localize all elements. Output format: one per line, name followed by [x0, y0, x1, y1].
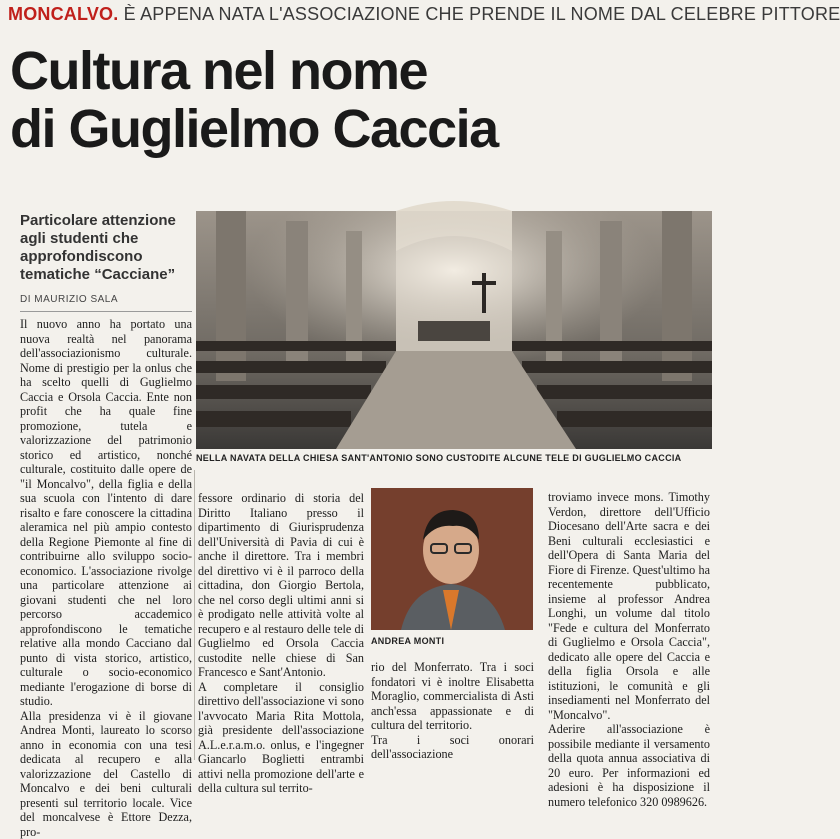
- headline: [10, 42, 710, 158]
- kicker-place: MONCALVO.: [8, 4, 119, 24]
- article-column-2: fessore ordinario di storia del Diritto Italiano presso il dipartimento di Giurisprudenza dell'Università di Pavia di cui è anche il direttore. Tra i membri del direttivo vi è il parroco della cittadina, don Giorgio Bertola, che nel corso degli ultimi anni si è prodigato nelle attività volte al recupero e al restauro delle tele di Guglielmo ed Orsola Caccia custodite nelle chiese di San Francesco e Sant'Antonio. A completare il consiglio direttivo dell'associazione vi sono l'avvocato Maria Rita Mottola, già presidente dell'associazione A.L.e.r.a.m.o. onlus, e l'ingegner Giancarlo Boglietti entrambi attivi nella promozione dell'arte e della cultura sul territo-: [198, 491, 364, 795]
- kicker-text: È APPENA NATA L'ASSOCIAZIONE CHE PRENDE IL NOME DAL CELEBRE PITTORE: [123, 4, 840, 24]
- headline-line-2: di Guglielmo Caccia: [10, 99, 498, 159]
- church-interior-illustration: [196, 211, 712, 449]
- portrait-caption: ANDREA MONTI: [371, 636, 445, 646]
- byline: DI MAURIZIO SALA: [20, 294, 192, 312]
- church-photo: [196, 211, 712, 449]
- column-divider: [194, 470, 195, 760]
- portrait-illustration: [371, 488, 533, 630]
- article-column-3: rio del Monferrato. Tra i soci fondatori vi è inoltre Elisabetta Moraglio, commercialista di Asti anch'essa appassionate e di cultura del territorio. Tra i soci onorari dell'associazione: [371, 660, 534, 761]
- photo-caption: NELLA NAVATA DELLA CHIESA SANT'ANTONIO SONO CUSTODITE ALCUNE TELE DI GUGLIELMO CACCIA: [196, 453, 682, 463]
- kicker: [8, 4, 840, 25]
- article-column-1: Il nuovo anno ha portato una nuova realtà nel panorama dell'associazionismo culturale. Nome di prestigio per la onlus che ha scelto quelli di Guglielmo Caccia e Orsola Caccia. Ente non profit che ha quale fine promozione, tutela e valorizzazione del patrimonio storico ed artistico, nonché culturale, costituito dalle opere de "il Moncalvo", della figlia e della sua scuola con l'intento di dare risalto e fare conoscere la cittadina aleramica nel più ampio contesto della Regione Piemonte al fine di contribuirne allo sviluppo socio-economico. L'associazione rivolge una particolare attenzione ai giovani studenti che nel loro percorso accademico approfondiscono le tematiche relative alla mondo Cacciano dal punto di vista storico, artistico, culturale o socio-economico mediante l'erogazione di borse di studio. Alla presidenza vi è il giovane Andrea Monti, laureato lo scorso anno in economia con una tesi dedicata al recupero e alla valorizzazione del Castello di Moncalvo e dei beni culturali presenti sul territorio locale. Vice del moncalvese è Ettore Dezza, pro-: [20, 317, 192, 839]
- subhead: Particolare attenzione agli studenti che approfondiscono tematiche “Cacciane”: [20, 212, 176, 283]
- article-column-4: troviamo invece mons. Timothy Verdon, direttore dell'Ufficio Diocesano dell'Arte sacra e dei Beni culturali ecclesiastici e dell'Opera di Santa Maria del Fiore di Firenze. Quest'ultimo ha recentemente pubblicato, insieme al professor Andrea Longhi, un volume dal titolo "Fede e cultura del Monferrato di Guglielmo e Orsola Caccia", dedicato alle opere del Caccia e della figlia Orsola e alle istituzioni, le comunità e gli insediamenti nel Monferrato del "Moncalvo". Aderire all'associazione è possibile mediante il versamento della quota annua associativa di 20 euro. Per informazioni ed adesioni è ha disposizione il numero telefonico 320 0989626.: [548, 490, 710, 809]
- headline-line-1: Cultura nel nome: [10, 41, 428, 101]
- portrait-photo: [371, 488, 533, 630]
